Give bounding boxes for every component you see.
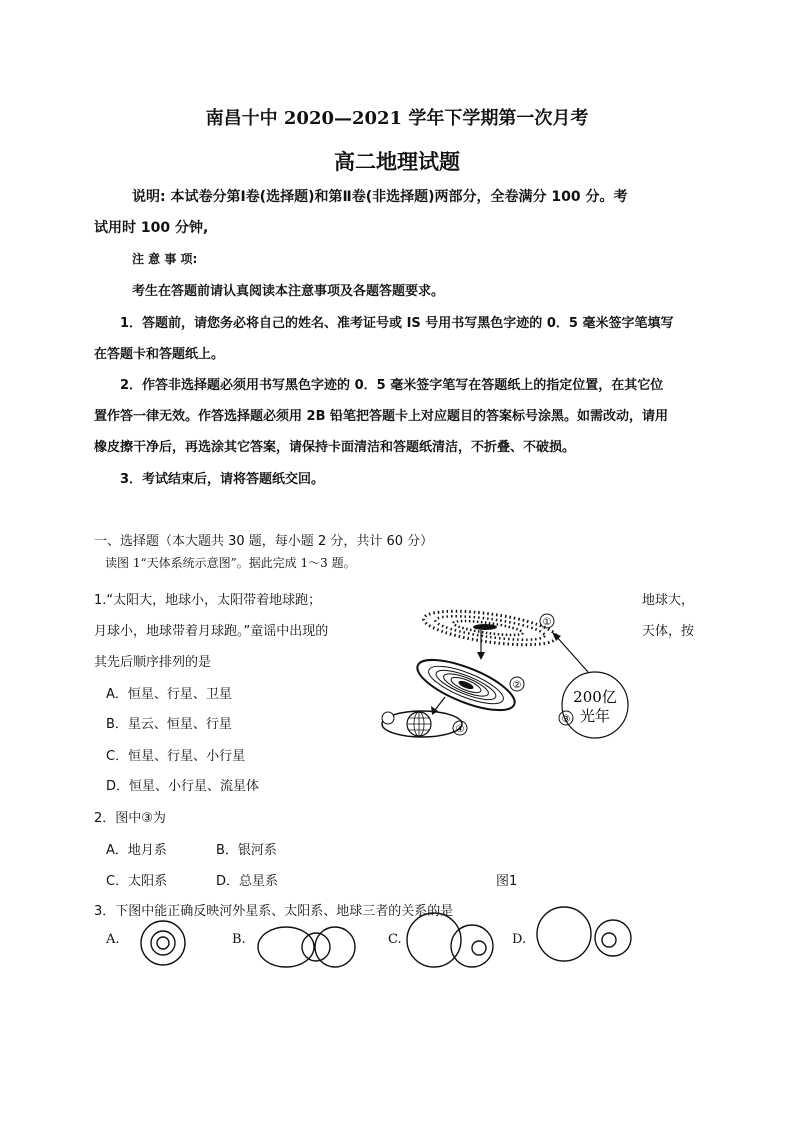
solar-system-shape xyxy=(411,650,520,720)
notice-item-2-line-3: 橡皮擦干净后，再选涂其它答案，请保持卡面清洁和答题纸清洁，不折叠、不破损。 xyxy=(94,440,576,455)
q3-option-b-label[interactable]: B. xyxy=(232,932,246,947)
read-note: 读图 1“天体系统示意图”。据此完成 1～3 题。 xyxy=(105,556,356,570)
earth-moon-system-shape xyxy=(382,711,462,737)
q2-option-d[interactable]: D．总星系 xyxy=(216,874,279,889)
page-title: 南昌十中 2020—2021 学年下学期第一次月考 xyxy=(205,108,589,129)
notice-item-3: 3．考试结束后，请将答题纸交回。 xyxy=(120,472,325,487)
figure-caption: 图1 xyxy=(496,874,518,889)
page-subtitle: 高二地理试题 xyxy=(334,149,460,174)
q3-option-c-diagram[interactable] xyxy=(404,910,504,972)
q3-option-d-label[interactable]: D. xyxy=(512,932,527,947)
q3-option-a-diagram[interactable] xyxy=(136,918,196,968)
q3-option-c-label[interactable]: C. xyxy=(388,932,402,947)
svg-text:④: ④ xyxy=(455,724,465,735)
notice-item-2-line-2: 置作答一律无效。作答选择题必须用 2B 铅笔把答题卡上对应题目的答案标号涂黑。如需改动，请用 xyxy=(94,409,669,424)
label-1-marker xyxy=(540,614,554,628)
q1-line-2: 月球小，地球带着月球跑。”童谣中出现的 xyxy=(94,624,329,639)
svg-text:③: ③ xyxy=(561,714,571,725)
q2-option-c[interactable]: C．太阳系 xyxy=(106,874,168,889)
q1-option-c[interactable]: C．恒星、行星、小行星 xyxy=(106,749,246,764)
notice-title: 注 意 事 项: xyxy=(132,252,198,266)
section-heading: 一、选择题（本大题共 30 题，每小题 2 分，共计 60 分） xyxy=(94,534,434,549)
notice-item-1-line-2: 在答题卡和答题纸上。 xyxy=(94,347,225,362)
q3-stem: 3．下图中能正确反映河外星系、太阳系、地球三者的关系的是 xyxy=(94,904,454,919)
q3-option-a-label[interactable]: A. xyxy=(106,932,120,947)
svg-text:①: ① xyxy=(542,617,552,628)
q2-option-b[interactable]: B．银河系 xyxy=(216,843,277,858)
q1-line-1: 1.“太阳大，地球小，太阳带着地球跑； xyxy=(94,593,322,608)
svg-text:200亿: 200亿 xyxy=(573,688,617,706)
universe-scale-circle xyxy=(562,672,628,738)
intro-line-2: 试用时 100 分钟, xyxy=(94,220,209,236)
svg-text:光年: 光年 xyxy=(579,707,611,725)
q2-stem: 2．图中③为 xyxy=(94,811,166,826)
notice-item-1-line-1: 1．答题前，请您务必将自己的姓名、准考证号或 IS 号用书写黑色字迹的 0．5 毫米签字笔填写 xyxy=(120,316,674,331)
label-2-marker xyxy=(510,677,524,691)
notice-lead: 考生在答题前请认真阅读本注意事项及各题答题要求。 xyxy=(132,284,445,299)
q3-option-d-diagram[interactable] xyxy=(534,904,634,968)
celestial-systems-diagram xyxy=(370,600,660,780)
q1-option-d[interactable]: D．恒星、小行星、流星体 xyxy=(106,779,260,794)
q1-line-1-right: 地球大， xyxy=(642,593,695,608)
q2-option-a[interactable]: A．地月系 xyxy=(106,843,167,858)
q1-option-a[interactable]: A．恒星、行星、卫星 xyxy=(106,687,232,702)
notice-item-2-line-1: 2．作答非选择题必须用书写黑色字迹的 0．5 毫米签字笔写在答题纸上的指定位置，在其它位 xyxy=(120,378,664,393)
q1-option-b[interactable]: B．星云、恒星、行星 xyxy=(106,717,232,732)
q1-line-3: 其先后顺序排列的是 xyxy=(94,655,212,670)
svg-text:②: ② xyxy=(512,680,522,691)
galaxy-shape xyxy=(422,605,559,651)
intro-line-1: 说明: 本试卷分第Ⅰ卷(选择题)和第Ⅱ卷(非选择题)两部分，全卷满分 100 分。考 xyxy=(132,189,628,205)
label-4-marker xyxy=(453,721,467,735)
q3-option-b-diagram[interactable] xyxy=(252,918,372,972)
q1-line-2-right: 天体，按 xyxy=(642,624,695,639)
